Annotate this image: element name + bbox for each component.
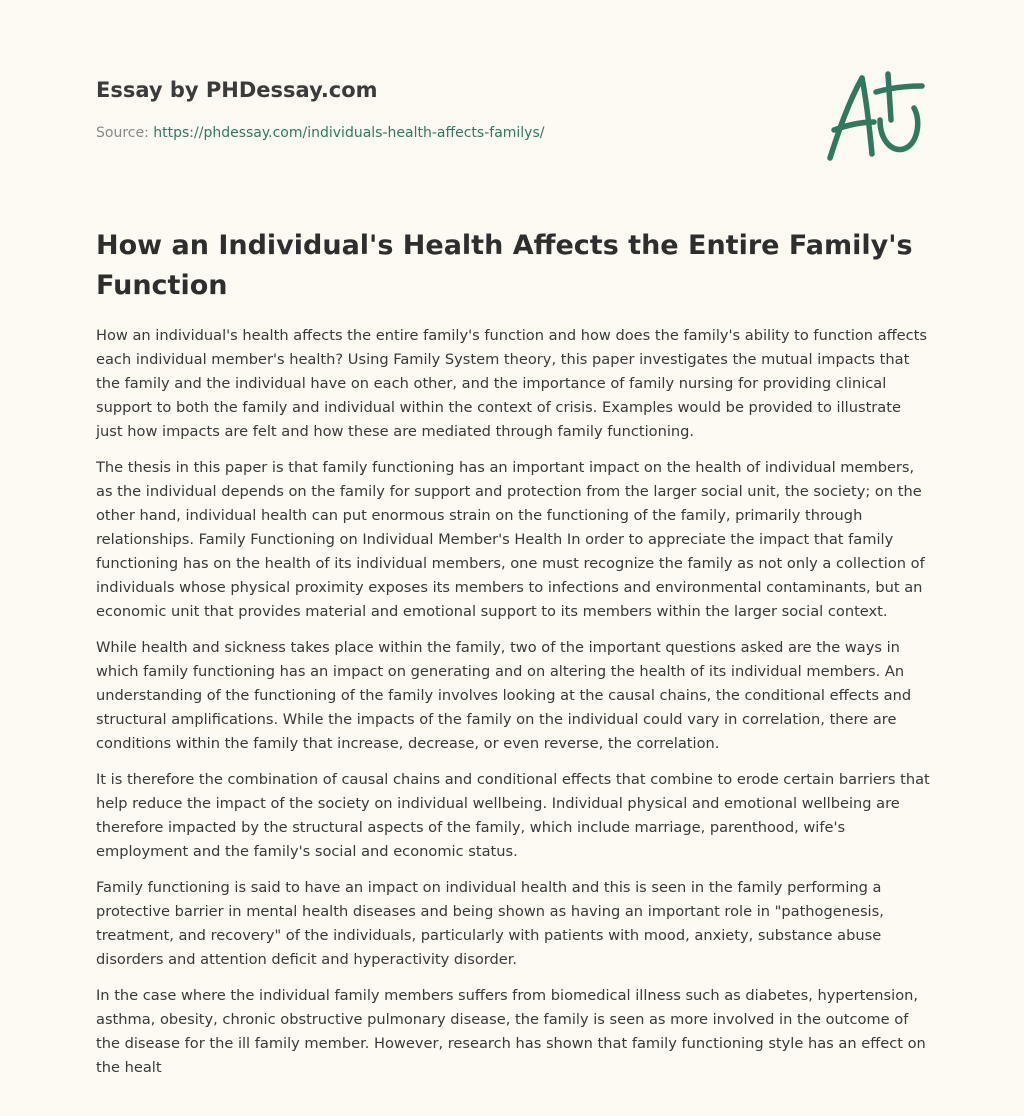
essay-paragraph: While health and sickness takes place within the family, two of the important questions asked are the ways in which family functioning has an impact on generating and on altering the health of its individual members. An understanding of the functioning of the family involves looking at the causal chains, the conditional effects and structural amplifications. While the impacts of the family on the individual could vary in correlation, there are conditions within the family that increase, decrease, or even reverse, the correlation.: [96, 639, 912, 752]
essay-paragraph: It is therefore the combination of causal chains and conditional effects that combine to erode certain barriers that help reduce the impact of the society on individual wellbeing. Individual physical and emotional wellbeing are therefore impacted by the structural aspects of the family, which include marriage, parenthood, wife's employment and the family's social and economic status.: [96, 771, 930, 860]
source-line: [96, 123, 796, 143]
essay-header: [96, 75, 796, 143]
site-brand: Essay by PHDessay.com: [96, 78, 378, 102]
source-label: Source:: [96, 125, 154, 141]
essay-paragraph: Family functioning is said to have an impact on individual health and this is seen in the family performing a protective barrier in mental health diseases and being shown as having an important role in "pathogenesis, treatment, and recovery" of the individuals, particularly with patients with mood, anxiety, substance abuse disorders and attention deficit and hyperactivity disorder.: [96, 879, 884, 968]
essay-paragraph: How an individual's health affects the entire family's function and how does the family's ability to function affects each individual member's health? Using Family System theory, this paper investigates the mutual impacts that the family and the individual have on each other, and the importance of family nursing for providing clinical support to both the family and individual within the context of crisis. Examples would be provided to illustrate just how impacts are felt and how these are mediated through family functioning.: [96, 327, 928, 440]
a-plus-logo-icon: [820, 68, 930, 168]
essay-body: [96, 324, 932, 1092]
essay-paragraph: In the case where the individual family members suffers from biomedical illness such as diabetes, hypertension, asthma, obesity, chronic obstructive pulmonary disease, the family is seen as more involved in the outcome of the disease for the ill family member. However, research has shown that family functioning style has an effect on the healt: [96, 987, 926, 1076]
essay-paragraph: The thesis in this paper is that family functioning has an important impact on the health of individual members, as the individual depends on the family for support and protection from the larger social unit, the society; on the other hand, individual health can put enormous strain on the functioning of the family, primarily through relationships. Family Functioning on Individual Member's Health In order to appreciate the impact that family functioning has on the health of its individual members, one must recognize the family as not only a collection of individuals whose physical proximity exposes its members to infections and environmental contaminants, but an economic unit that provides material and emotional support to its members within the larger social context.: [96, 459, 925, 620]
source-link[interactable]: https://phdessay.com/individuals-health-affects-familys/: [153, 125, 545, 141]
essay-title: How an Individual's Health Affects the Entire Family's Function: [96, 230, 913, 301]
